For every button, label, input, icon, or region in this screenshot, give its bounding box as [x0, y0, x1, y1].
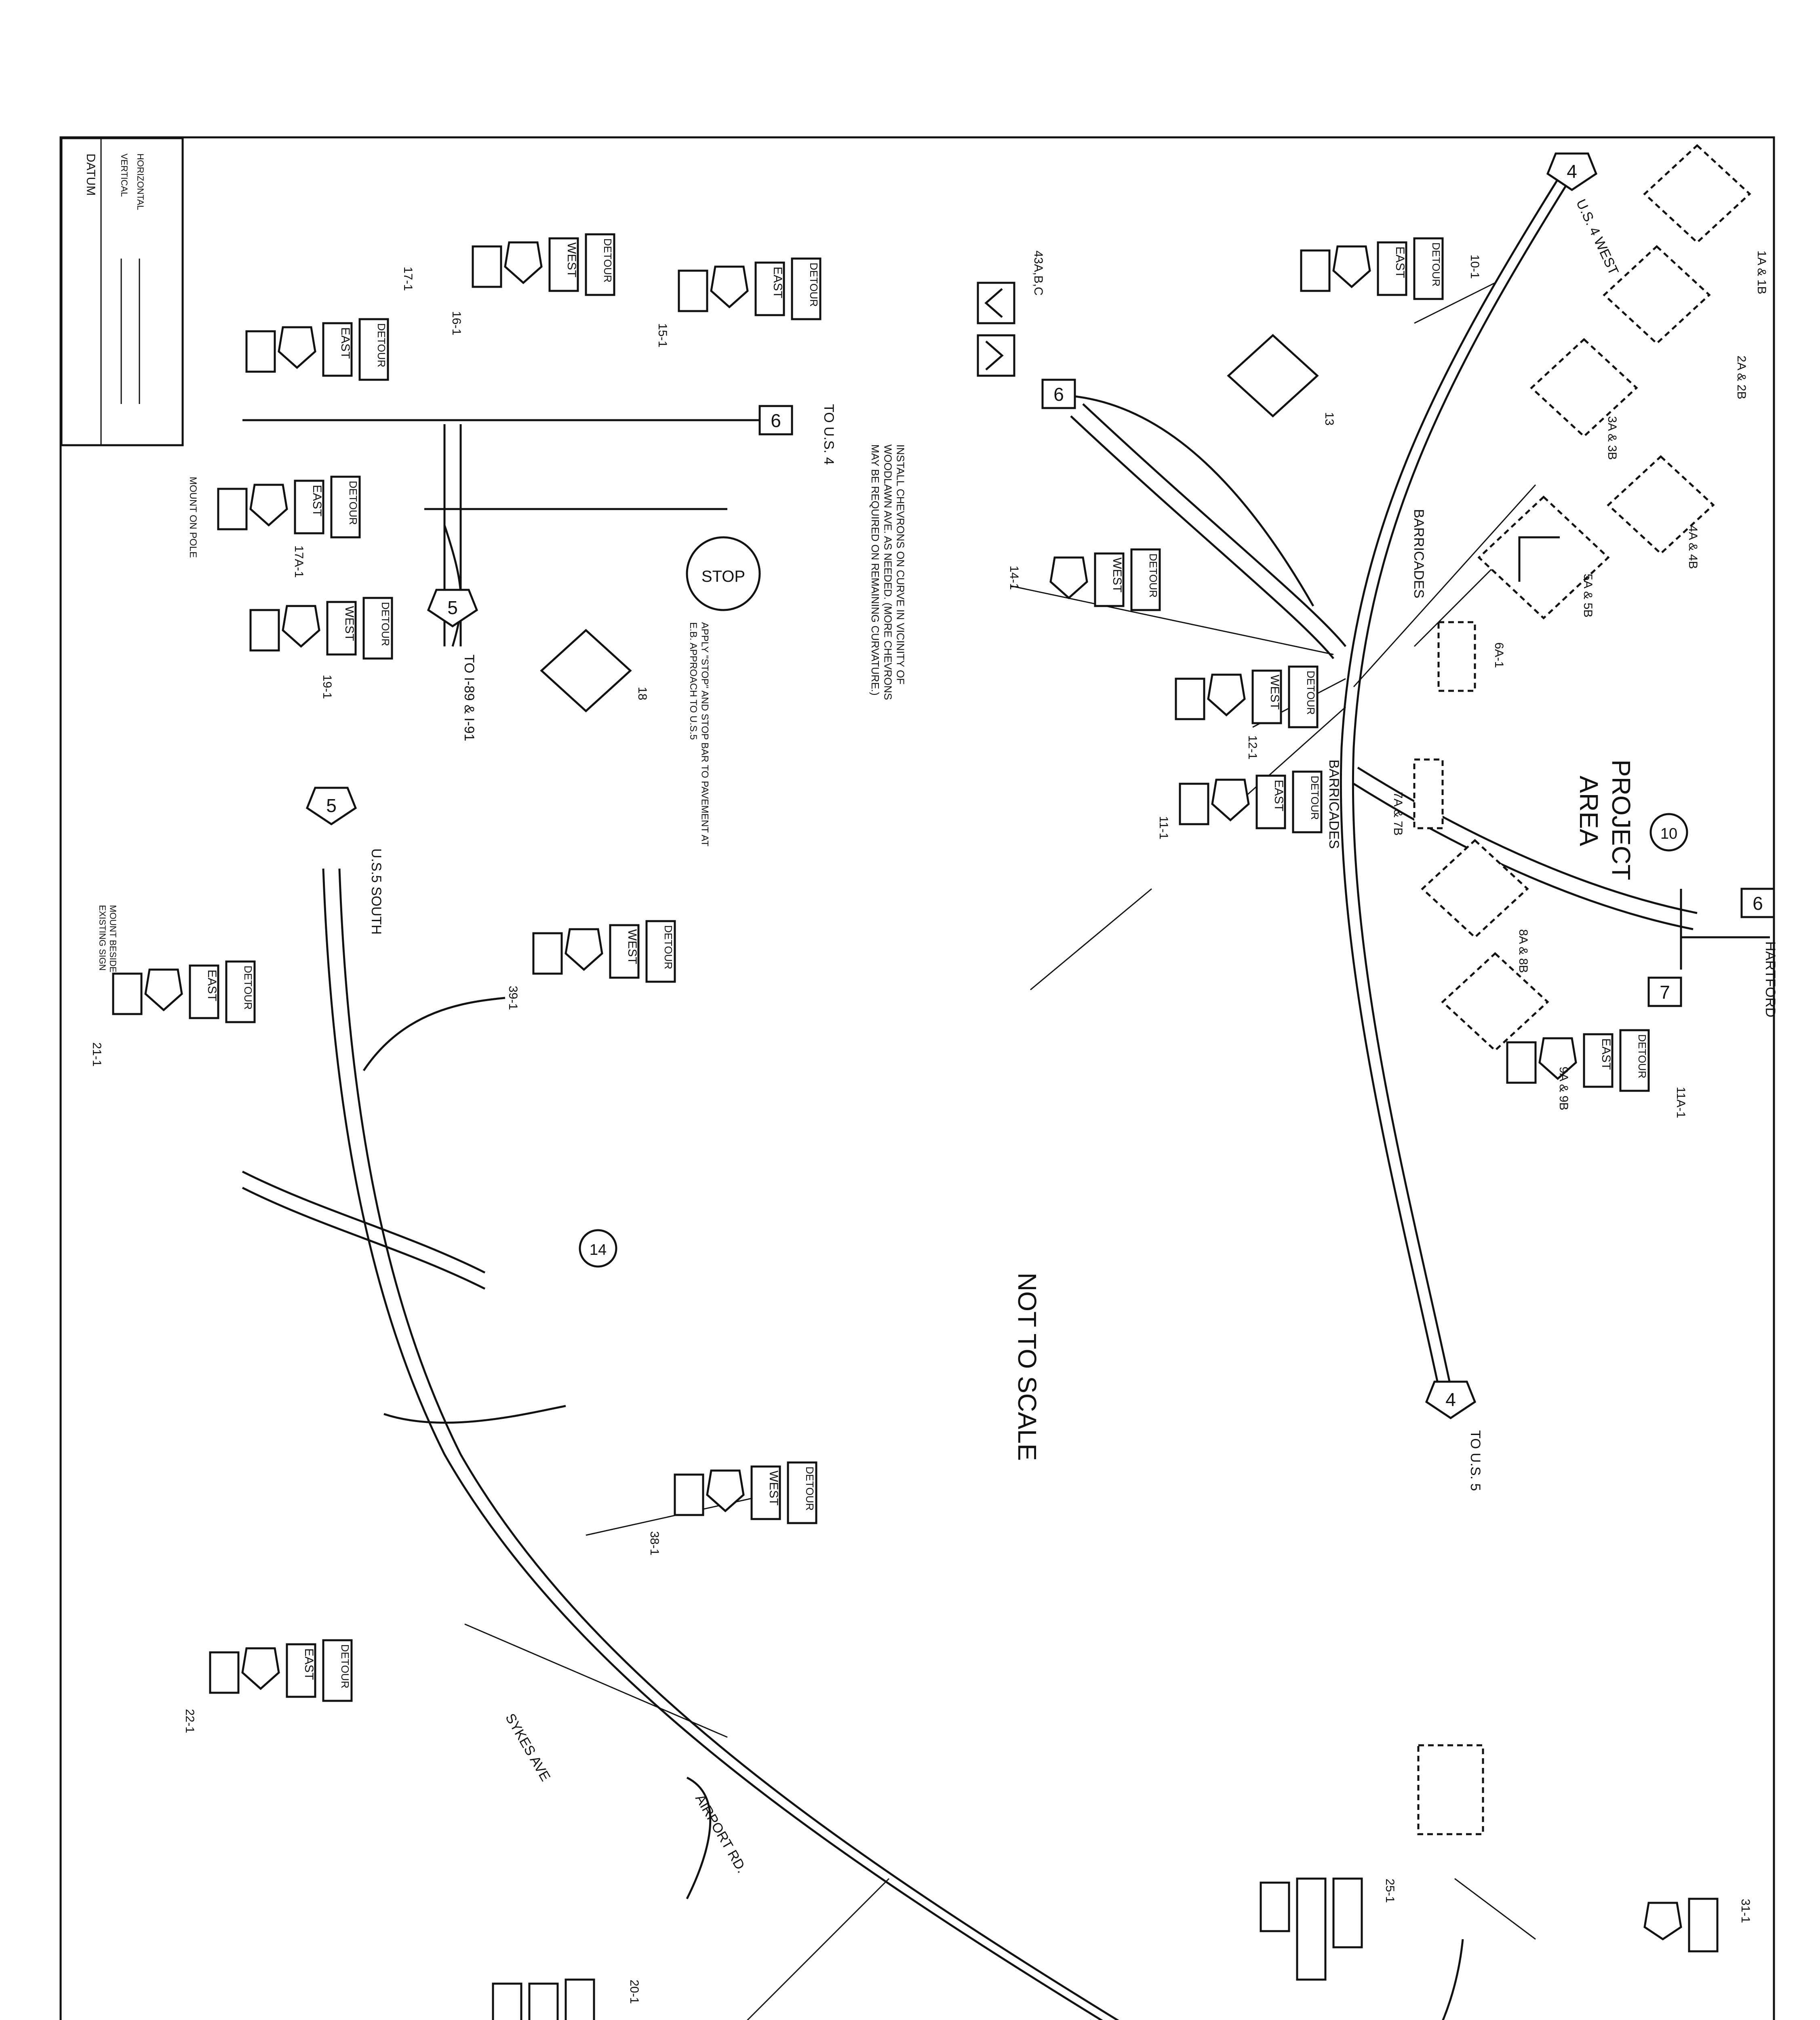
- svg-text:17A-1: 17A-1: [292, 545, 305, 578]
- svg-text:25-1: 25-1: [1383, 1879, 1397, 1903]
- datum-horizontal: HORIZONTAL: [135, 154, 145, 210]
- svg-text:8A & 8B: 8A & 8B: [1517, 929, 1530, 973]
- svg-text:DETOUR: DETOUR: [1305, 671, 1317, 715]
- datum-block: [61, 138, 183, 445]
- sign-assembly-10-1: [1301, 238, 1481, 299]
- shield-vt6-b: [760, 406, 792, 434]
- svg-text:12-1: 12-1: [1246, 735, 1259, 760]
- svg-text:DETOUR: DETOUR: [1309, 776, 1321, 820]
- shield-vt6-a: [1043, 380, 1075, 408]
- svg-text:4: 4: [1445, 1389, 1456, 1410]
- sign-assembly-38-1: [648, 1462, 816, 1555]
- sign-ref-25-1: [1261, 1879, 1397, 1980]
- svg-text:DETOUR: DETOUR: [347, 481, 359, 525]
- shield-vt10: [1651, 814, 1687, 850]
- svg-text:EAST: EAST: [771, 267, 784, 299]
- sign-references: [493, 1745, 1801, 2020]
- label-to-us5: TO U.S. 5: [1468, 1430, 1483, 1491]
- callout-stop: APPLY "STOP" AND STOP BAR TO PAVEMENT AT E.B. APPROACH TO U.S.5: [687, 622, 710, 846]
- svg-text:14: 14: [589, 1241, 607, 1258]
- svg-text:4: 4: [1567, 161, 1577, 182]
- svg-text:5: 5: [326, 795, 337, 816]
- svg-text:5A & 5B: 5A & 5B: [1581, 574, 1595, 618]
- svg-text:EAST: EAST: [1393, 246, 1407, 278]
- svg-text:WEST: WEST: [626, 929, 639, 964]
- svg-text:7A & 7B: 7A & 7B: [1391, 792, 1405, 836]
- road-network: [242, 170, 1770, 2020]
- sign-ref-31-1: [1645, 1899, 1752, 1951]
- svg-text:DETOUR: DETOUR: [242, 966, 254, 1010]
- svg-text:17-1: 17-1: [401, 267, 415, 291]
- svg-text:9A & 9B: 9A & 9B: [1557, 1067, 1570, 1111]
- label-airport-rd: AIRPORT RD.: [692, 1792, 750, 1876]
- svg-text:DETOUR: DETOUR: [1430, 242, 1442, 287]
- chevron-assembly: [978, 250, 1045, 376]
- svg-text:EAST: EAST: [302, 1648, 316, 1680]
- svg-text:WEST: WEST: [767, 1471, 780, 1506]
- shield-us4-east: [1426, 1382, 1475, 1418]
- sign-assembly-19-1: [251, 598, 392, 699]
- svg-text:10-1: 10-1: [1468, 255, 1481, 279]
- svg-text:15-1: 15-1: [656, 323, 669, 348]
- svg-text:EAST: EAST: [339, 327, 352, 359]
- svg-text:WEST: WEST: [343, 606, 356, 641]
- svg-text:11A-1: 11A-1: [1674, 1087, 1687, 1118]
- label-to-us4: TO U.S. 4: [821, 404, 836, 465]
- svg-text:31-1: 31-1: [1739, 1899, 1752, 1923]
- shield-us5-north-leg: [428, 590, 477, 626]
- warning-3a-3b: [1531, 339, 1637, 460]
- svg-text:6: 6: [771, 410, 781, 431]
- svg-text:6: 6: [1053, 384, 1064, 405]
- label-barricades-1: BARRICADES: [1411, 509, 1426, 599]
- svg-text:16-1: 16-1: [450, 311, 463, 336]
- svg-text:STOP: STOP: [701, 568, 746, 585]
- warning-9a-9b: [1443, 953, 1570, 1110]
- svg-text:AREA: AREA: [1574, 776, 1603, 846]
- datum-title: DATUM: [84, 154, 97, 196]
- sign-assembly-21-1: [90, 962, 255, 1067]
- warning-2a-2b: [1604, 246, 1748, 399]
- svg-text:EAST: EAST: [310, 485, 324, 517]
- svg-text:7: 7: [1660, 982, 1670, 1003]
- warning-18: [541, 630, 649, 711]
- svg-text:DETOUR: DETOUR: [375, 323, 388, 368]
- svg-text:PROJECT: PROJECT: [1607, 760, 1636, 880]
- sign-assembly-15-1: [656, 259, 820, 347]
- shield-us5-south: [307, 788, 356, 824]
- us4-closed-sign-a: [1418, 1745, 1483, 1834]
- svg-text:DETOUR: DETOUR: [808, 263, 820, 307]
- svg-text:14-1: 14-1: [1007, 566, 1021, 590]
- label-43abc: 43A,B,C: [1032, 250, 1045, 296]
- warning-6a-1: [1439, 622, 1506, 691]
- svg-text:20-1: 20-1: [628, 1980, 641, 2004]
- sign-assembly-12-1: [1176, 667, 1317, 760]
- stop-sign: [687, 537, 760, 610]
- label-barricades-2: BARRICADES: [1326, 760, 1342, 849]
- not-to-scale: NOT TO SCALE: [1013, 1273, 1042, 1461]
- svg-text:DETOUR: DETOUR: [379, 602, 392, 646]
- warning-8a-8b: [1422, 840, 1530, 973]
- warning-4a-4b: [1608, 457, 1713, 569]
- svg-text:10: 10: [1660, 825, 1678, 842]
- sign-assembly-17-1: [246, 267, 415, 380]
- svg-text:39-1: 39-1: [506, 986, 520, 1010]
- svg-text:DETOUR: DETOUR: [602, 238, 614, 283]
- sign-assembly-11-1: [1157, 772, 1321, 840]
- svg-text:22-1: 22-1: [183, 1709, 196, 1734]
- svg-text:3A & 3B: 3A & 3B: [1605, 416, 1619, 460]
- svg-text:WEST: WEST: [1110, 558, 1124, 593]
- warning-13: [1228, 335, 1336, 425]
- svg-text:2A & 2B: 2A & 2B: [1735, 356, 1748, 400]
- svg-text:DETOUR: DETOUR: [804, 1467, 816, 1511]
- datum-vertical: VERTICAL: [119, 154, 129, 197]
- callout-pole: MOUNT ON POLE: [187, 477, 198, 558]
- sign-assembly-39-1: [506, 921, 675, 1010]
- label-us4-west: U.S. 4 WEST: [1573, 197, 1622, 278]
- warning-7a-7b: [1391, 760, 1443, 835]
- sign-assembly-22-1: [183, 1640, 352, 1733]
- svg-text:21-1: 21-1: [90, 1042, 103, 1067]
- svg-text:WEST: WEST: [1268, 675, 1281, 710]
- warning-5a-5b: [1479, 497, 1608, 618]
- label-hartford: HARTFORD: [1763, 941, 1778, 1018]
- svg-text:DETOUR: DETOUR: [662, 925, 674, 970]
- svg-text:EAST: EAST: [1272, 780, 1285, 812]
- leader-lines: [465, 283, 1536, 2020]
- svg-text:WEST: WEST: [565, 242, 578, 278]
- callout-chevrons: INSTALL CHEVRONS ON CURVE IN VICINITY OF WOODLAWN AVE. AS NEEDED. (MORE CHEVRONS MAY BE REQUIRED ON REMAINING CURVATURE.): [869, 444, 907, 700]
- sign-assembly-17a-1: [218, 477, 360, 578]
- label-sykes-ave: SYKES AVE: [502, 1711, 554, 1784]
- svg-text:6A-1: 6A-1: [1492, 642, 1506, 668]
- svg-text:EAST: EAST: [1599, 1038, 1613, 1070]
- svg-text:19-1: 19-1: [320, 675, 334, 699]
- project-area-label: [1574, 760, 1636, 880]
- svg-text:DETOUR: DETOUR: [339, 1644, 351, 1689]
- sign-assembly-11a-1: [1507, 1030, 1687, 1118]
- sign-assembly-16-1: [450, 234, 614, 335]
- svg-text:5: 5: [447, 597, 458, 618]
- label-us5-south: U.S.5 SOUTH: [369, 848, 384, 935]
- svg-text:18: 18: [636, 687, 649, 701]
- callout-beside: MOUNT BESIDE EXISTING SIGN: [97, 905, 118, 973]
- svg-text:1A & 1B: 1A & 1B: [1755, 250, 1768, 295]
- shield-vt6-hartford: [1742, 889, 1774, 917]
- svg-text:11-1: 11-1: [1157, 816, 1170, 840]
- sign-ref-20-1: [493, 1980, 641, 2020]
- svg-text:6: 6: [1753, 893, 1763, 914]
- svg-text:13: 13: [1323, 412, 1336, 426]
- label-to-i89-i91: TO I-89 & I-91: [461, 654, 477, 741]
- svg-text:4A & 4B: 4A & 4B: [1686, 525, 1700, 569]
- svg-text:38-1: 38-1: [648, 1531, 661, 1556]
- callouts: [97, 444, 958, 1018]
- shield-vt7: [1649, 978, 1681, 1006]
- svg-text:DETOUR: DETOUR: [1636, 1034, 1648, 1079]
- svg-text:EAST: EAST: [205, 970, 219, 1002]
- svg-text:DETOUR: DETOUR: [1147, 553, 1159, 598]
- shield-vt14: [580, 1230, 616, 1267]
